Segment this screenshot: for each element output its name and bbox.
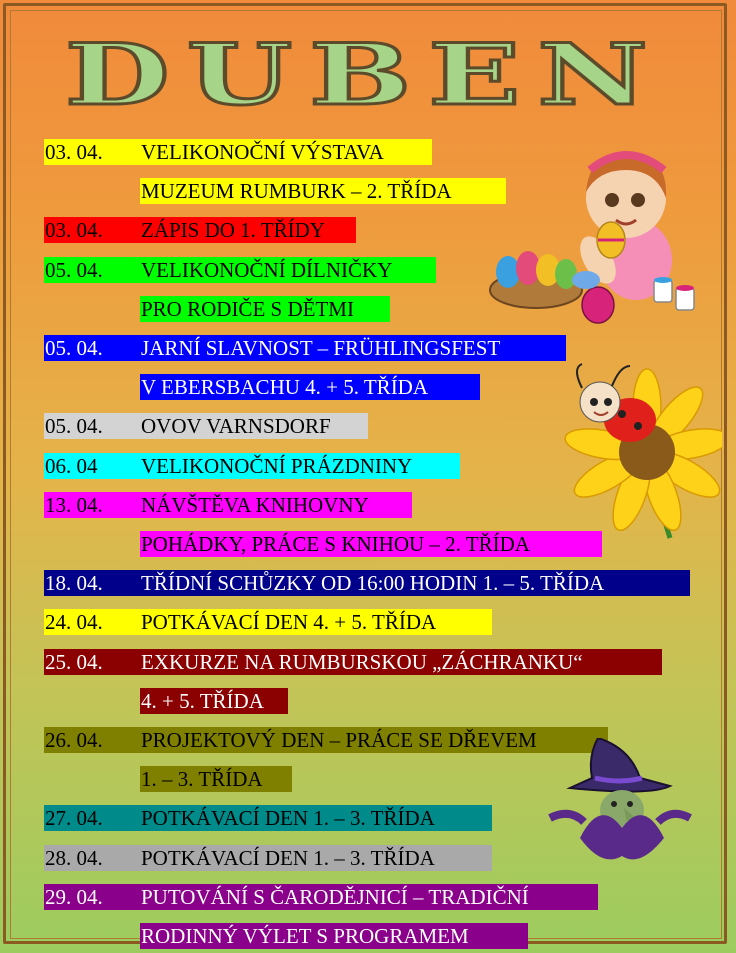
event-row <box>44 884 704 910</box>
event-text: EXKURZE NA RUMBURSKOU „ZÁCHRANKU“ <box>140 649 662 675</box>
event-text: NÁVŠTĚVA KNIHOVNY <box>140 492 412 518</box>
event-text: V EBERSBACHU 4. + 5. TŘÍDA <box>140 374 480 400</box>
event-row <box>44 649 704 675</box>
event-date: 29. 04. <box>44 884 140 910</box>
event-row <box>44 609 704 635</box>
event-text: VELIKONOČNÍ PRÁZDNINY <box>140 453 460 479</box>
event-text: ZÁPIS DO 1. TŘÍDY <box>140 217 356 243</box>
event-text: VELIKONOČNÍ DÍLNIČKY <box>140 257 436 283</box>
event-date: 24. 04. <box>44 609 140 635</box>
event-text: JARNÍ SLAVNOST – FRÜHLINGSFEST <box>140 335 566 361</box>
event-text: TŘÍDNÍ SCHŮZKY OD 16:00 HODIN 1. – 5. TŘÍDA <box>140 570 690 596</box>
event-row <box>44 570 704 596</box>
title-svg <box>55 18 675 128</box>
event-date: 18. 04. <box>44 570 140 596</box>
event-text: POTKÁVACÍ DEN 1. – 3. TŘÍDA <box>140 805 492 831</box>
event-text: POHÁDKY, PRÁCE S KNIHOU – 2. TŘÍDA <box>140 531 602 557</box>
event-date: 25. 04. <box>44 649 140 675</box>
event-date: 28. 04. <box>44 845 140 871</box>
event-date: 27. 04. <box>44 805 140 831</box>
event-text: POTKÁVACÍ DEN 4. + 5. TŘÍDA <box>140 609 492 635</box>
event-date: 05. 04. <box>44 413 140 439</box>
girl-painting-eggs-illustration <box>486 140 706 325</box>
event-date: 26. 04. <box>44 727 140 753</box>
event-text: RODINNÝ VÝLET S PROGRAMEM <box>140 923 528 949</box>
event-row <box>44 923 704 949</box>
event-date: 03. 04. <box>44 139 140 165</box>
event-text: POTKÁVACÍ DEN 1. – 3. TŘÍDA <box>140 845 492 871</box>
page-title: DUBEN <box>65 25 665 124</box>
witch-illustration <box>540 738 705 868</box>
event-row <box>44 335 704 361</box>
event-date: 06. 04 <box>44 453 140 479</box>
event-text: PUTOVÁNÍ S ČARODĚJNICÍ – TRADIČNÍ <box>140 884 598 910</box>
event-text: MUZEUM RUMBURK – 2. TŘÍDA <box>140 178 506 204</box>
event-text: VELIKONOČNÍ VÝSTAVA <box>140 139 432 165</box>
event-text: PRO RODIČE S DĚTMI <box>140 296 390 322</box>
event-text: OVOV VARNSDORF <box>140 413 368 439</box>
event-date: 03. 04. <box>44 217 140 243</box>
event-text: 1. – 3. TŘÍDA <box>140 766 292 792</box>
event-text: PROJEKTOVÝ DEN – PRÁCE SE DŘEVEM <box>140 727 608 753</box>
ladybug-on-sunflower-illustration <box>552 362 722 540</box>
title-banner <box>55 18 675 128</box>
event-date: 05. 04. <box>44 335 140 361</box>
event-text: 4. + 5. TŘÍDA <box>140 688 288 714</box>
event-date: 13. 04. <box>44 492 140 518</box>
event-row <box>44 688 704 714</box>
event-date: 05. 04. <box>44 257 140 283</box>
